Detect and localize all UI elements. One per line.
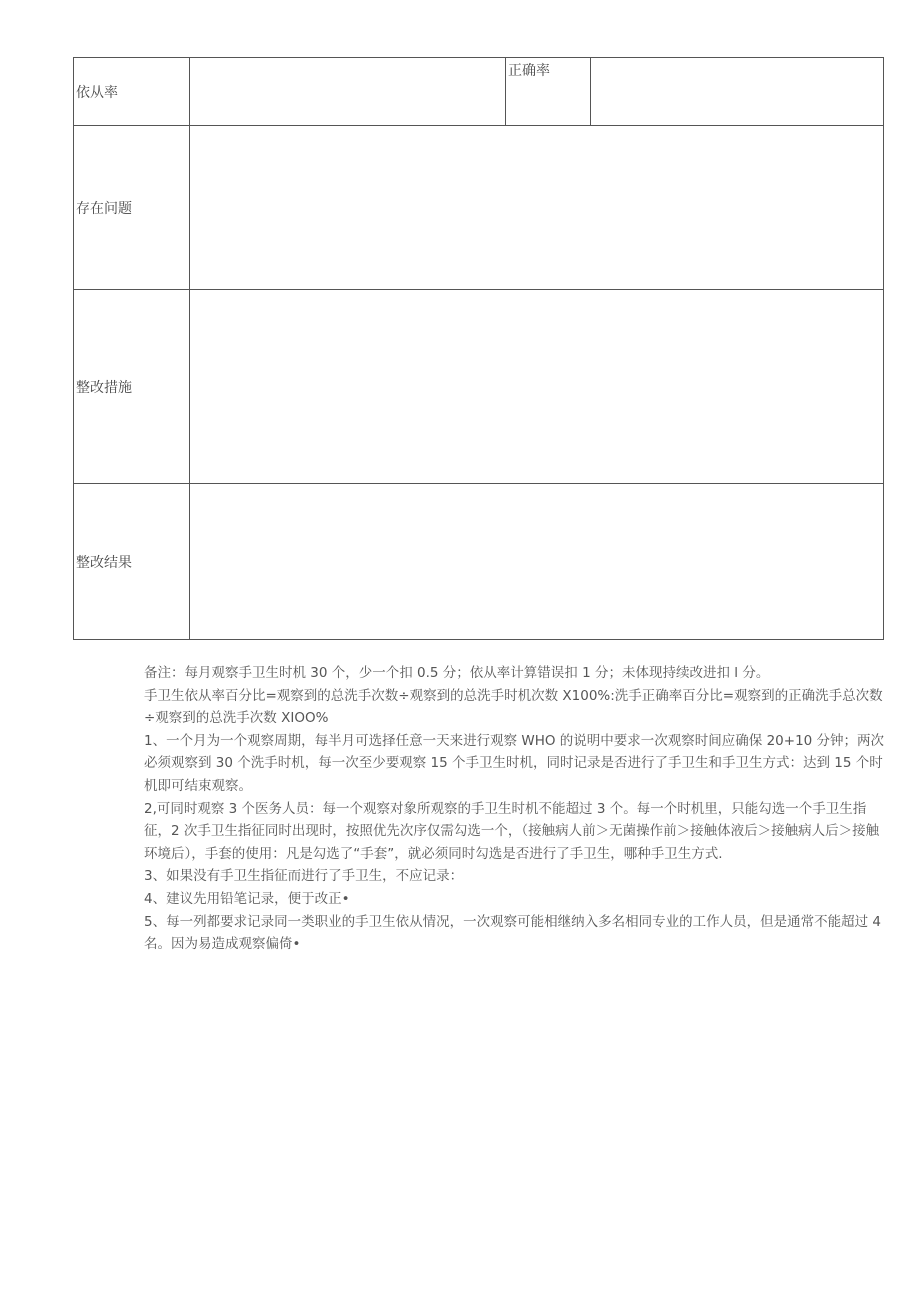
measures-value-cell[interactable]: [190, 290, 884, 484]
row-results: [74, 484, 884, 640]
row-compliance: [74, 58, 884, 126]
results-value-cell[interactable]: [190, 484, 884, 640]
note-paragraph: 1、一个月为一个观察周期，每半月可选择任意一天来进行观察 WHO 的说明中要求一次观察时间应确保 20+10 分钟；两次必须观察到 30 个洗手时机，每一次至少要观察 15 个手卫生时机，同时记录是否进行了手卫生和手卫生方式：达到 15 个时机即可结束观察。: [144, 732, 885, 794]
note-paragraph: 手卫生依从率百分比=观察到的总洗手次数÷观察到的总洗手时机次数 X100%:洗手正确率百分比=观察到的正确洗手总次数÷观察到的总洗手次数 XIOO%: [144, 687, 883, 727]
row-measures: [74, 290, 884, 484]
issues-value-cell[interactable]: [190, 126, 884, 290]
compliance-rate-label: 依从率: [74, 58, 190, 126]
measures-label: 整改措施: [74, 290, 190, 484]
results-label: 整改结果: [74, 484, 190, 640]
accuracy-rate-label: 正确率: [506, 58, 591, 126]
note-paragraph: 4、建议先用铅笔记录，便于改正•: [144, 890, 350, 907]
issues-label: 存在问题: [74, 126, 190, 290]
compliance-rate-value-cell[interactable]: [190, 58, 506, 126]
note-paragraph: 5、每一列都要求记录同一类职业的手卫生依从情况，一次观察可能相继纳入多名相同专业的工作人员，但是通常不能超过 4 名。因为易造成观察偏倚•: [144, 913, 881, 953]
notes-section: [144, 662, 892, 956]
accuracy-rate-value-cell[interactable]: [591, 58, 884, 126]
hand-hygiene-form-table: [73, 57, 884, 640]
note-paragraph: 3、如果没有手卫生指征而进行了手卫生，不应记录：: [144, 868, 464, 885]
note-paragraph: 备注：每月观察手卫生时机 30 个，少一个扣 0.5 分；依从率计算错误扣 1 分；未体现持续改进扣 l 分。: [144, 665, 770, 681]
note-paragraph: 2,可同时观察 3 个医务人员：每一个观察对象所观察的手卫生时机不能超过 3 个。每一个时机里，只能勾选一个手卫生指征，2 次手卫生指征同时出现时，按照优先次序仅需勾选一个，（接触病人前＞无菌操作前＞接触体液后＞接触病人后＞接触环境后），手套的使用：凡是勾选了“手套”，就必须同时勾选是否进行了手卫生，哪种手卫生方式.: [144, 800, 880, 862]
row-issues: [74, 126, 884, 290]
